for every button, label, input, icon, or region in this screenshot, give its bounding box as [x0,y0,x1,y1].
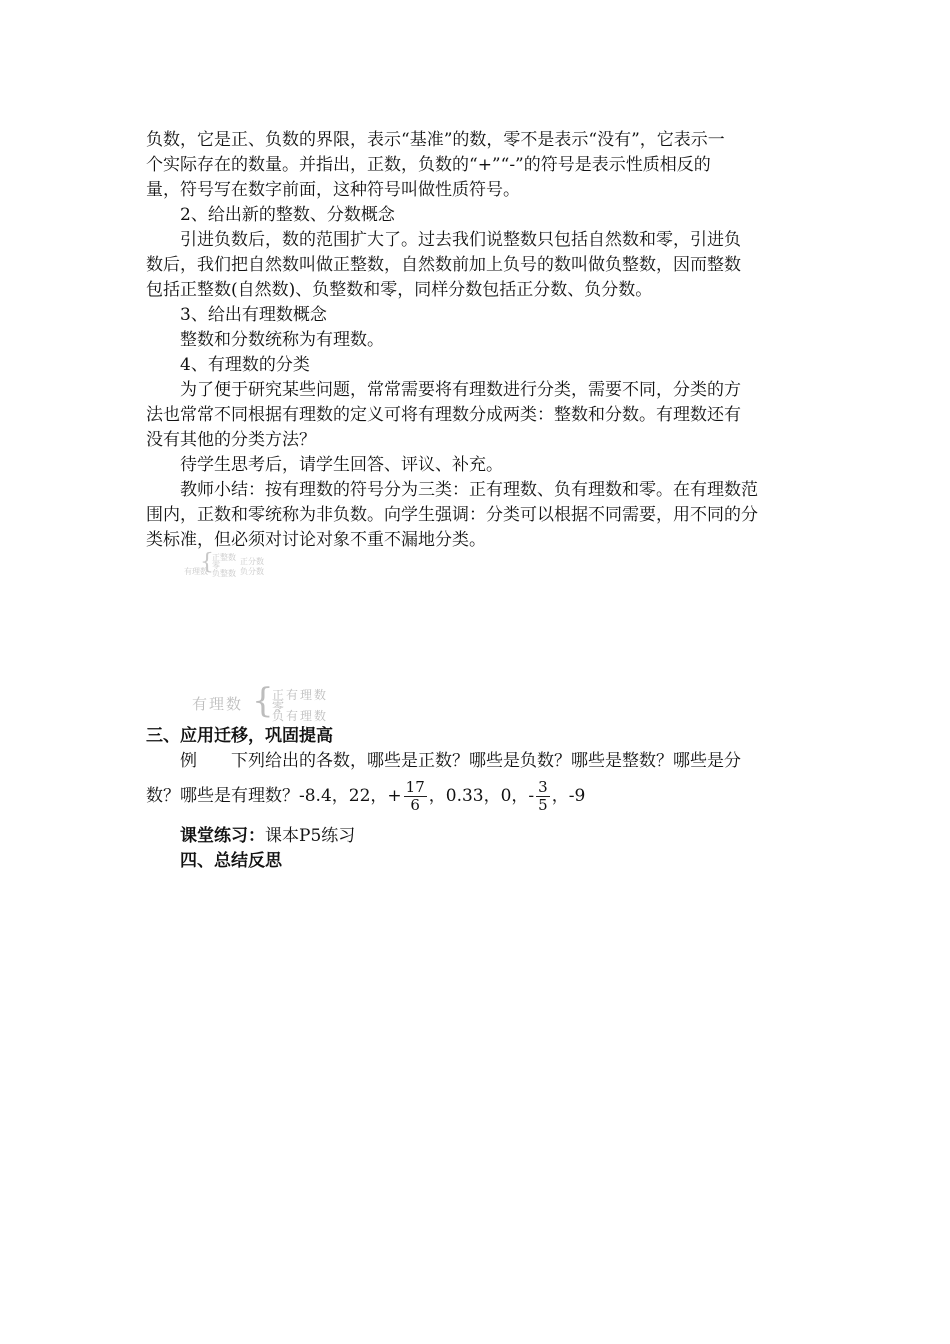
practice-text: 课本P5练习 [265,826,356,846]
paragraph-line: 量，符号写在数字前面，这种符号叫做性质符号。 [146,180,520,200]
example-label: 例 [180,751,197,771]
example-text: 数？哪些是有理数？-8.4，22，+ [146,786,402,806]
paragraph-line: 没有其他的分类方法？ [146,430,316,450]
faint-item: 正分数 [240,557,264,566]
paragraph-line: 为了便于研究某些问题，常常需要将有理数进行分类，需要不同，分类的方 [180,380,741,400]
faint-brace-icon: { [252,681,274,721]
paragraph-line: 引进负数后，数的范围扩大了。过去我们说整数只包括自然数和零，引进负 [180,230,741,250]
faint-big-item: 负有理数 [272,709,329,723]
faint-big-item: 零 [272,699,287,713]
fraction-17-6 [404,779,427,814]
practice-line [146,824,812,849]
example-text: 下列给出的各数，哪些是正数？哪些是负数？哪些是整数？哪些是分 [231,751,741,771]
faint-item: 正整数 [212,553,236,562]
section-3-title: 三、应用迁移，巩固提高 [146,726,333,746]
paragraph-line: 围内，正数和零统称为非负数。向学生强调：分类可以根据不同需要，用不同的分 [146,505,758,525]
faint-label: 有理数 [184,567,208,576]
faint-item: 负分数 [240,567,264,576]
paragraph-line: 教师小结：按有理数的符号分为三类：正有理数、负有理数和零。在有理数范 [180,480,758,500]
faint-big-item: 正有理数 [272,688,329,702]
section-4-title: 四、总结反思 [180,851,282,871]
subheading-3: 3、给出有理数概念 [180,305,327,325]
fraction-numerator: 17 [405,778,425,796]
faint-brace-icon: { [200,550,214,575]
example-text: ，0.33，0，- [428,786,535,806]
faint-item: 零 [212,561,220,570]
example-text: ，-9 [551,786,586,806]
subheading-2: 2、给出新的整数、分数概念 [180,205,395,225]
paragraph-line: 类标准，但必须对讨论对象不重不漏地分类。 [146,530,486,550]
paragraph-line: 整数和分数统称为有理数。 [180,330,384,350]
faint-item: 负整数 [212,569,236,578]
paragraph-line: 数后，我们把自然数叫做正整数，自然数前加上负号的数叫做负整数，因而整数 [146,255,741,275]
fraction-denominator: 6 [410,796,420,814]
subheading-4: 4、有理数的分类 [180,355,310,375]
practice-label: 课堂练习： [180,826,265,846]
example-line [146,749,812,774]
paragraph-line: 负数，它是正、负数的界限，表示“基准”的数，零不是表示“没有”，它表示一 [146,130,725,150]
paragraph-line: 个实际存在的数量。并指出，正数，负数的“+”“-”的符号是表示性质相反的 [146,155,711,175]
fraction-numerator: 3 [538,778,548,796]
fraction-3-5 [536,779,550,814]
example-line-2 [146,776,812,816]
paragraph-line: 法也常常不同根据有理数的定义可将有理数分成两类：整数和分数。有理数还有 [146,405,741,425]
faint-big-label: 有理数 [192,695,244,713]
fraction-denominator: 5 [538,796,548,814]
paragraph-line: 包括正整数(自然数)、负整数和零，同样分数包括正分数、负分数。 [146,280,653,300]
paragraph-line: 待学生思考后，请学生回答、评议、补充。 [180,455,503,475]
